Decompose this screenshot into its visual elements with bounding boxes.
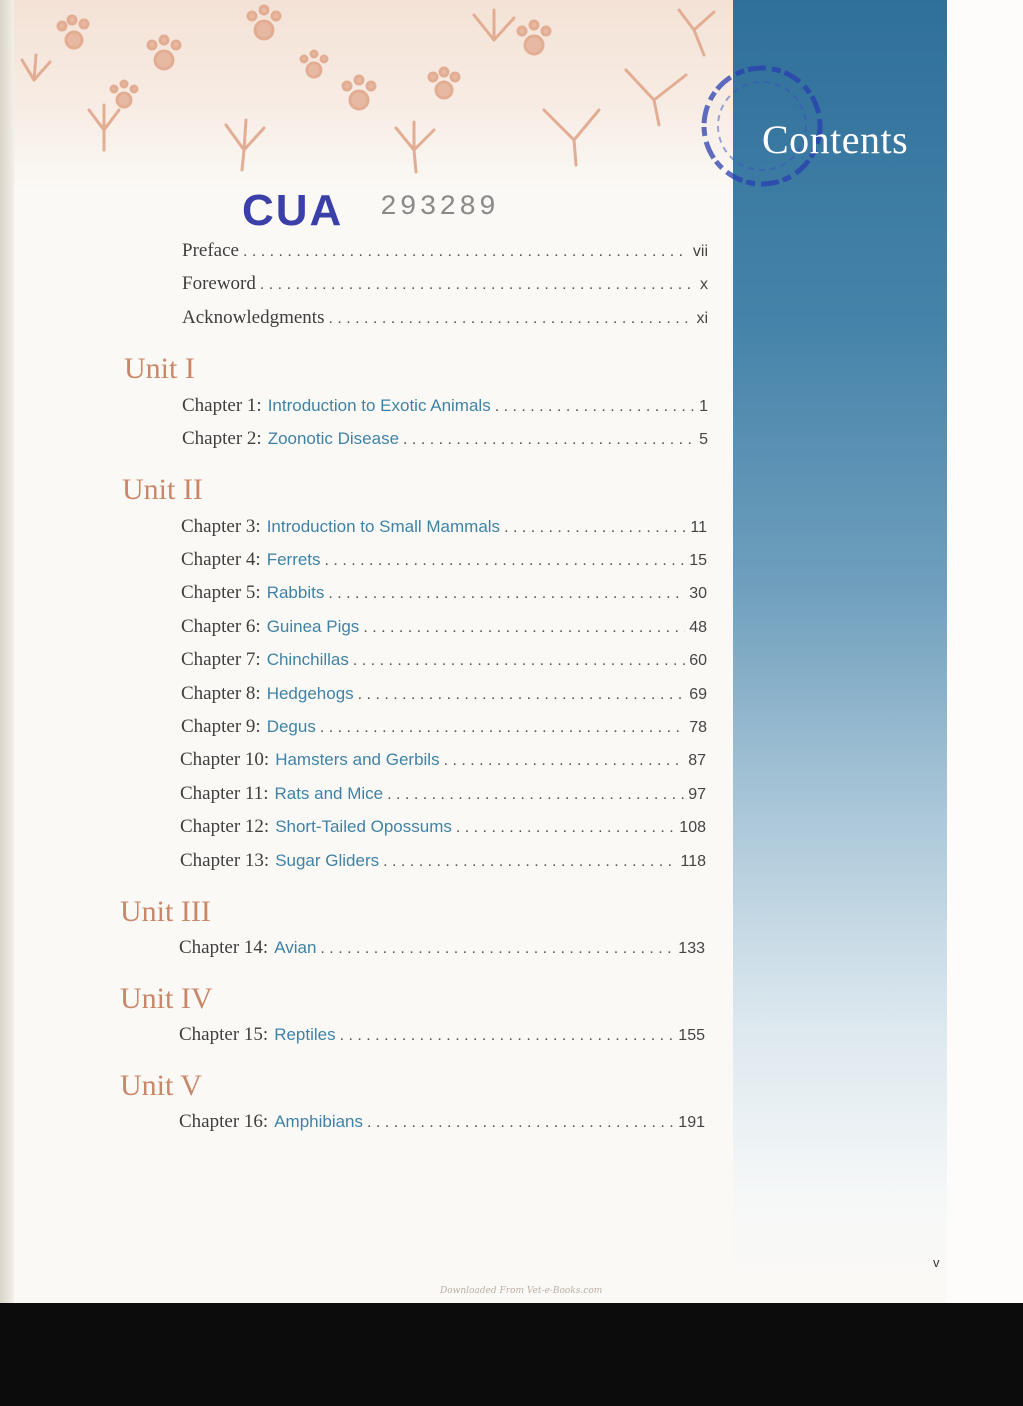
chapter-title: Reptiles: [274, 1025, 336, 1044]
page-gutter: [0, 0, 14, 1303]
toc-page-number: 118: [680, 853, 706, 870]
dot-leader: [328, 585, 685, 603]
toc-page-number: 78: [689, 719, 707, 736]
dot-leader: [403, 431, 695, 449]
chapter-title: Degus: [266, 717, 316, 736]
chapter-title: Avian: [274, 938, 317, 957]
bird-track-icon: [226, 120, 264, 170]
dot-leader: [495, 398, 695, 416]
chapter-number: Chapter 8:: [181, 683, 261, 704]
chapter-number: Chapter 14:: [179, 937, 269, 958]
toc-page-number: 1: [699, 398, 708, 415]
folio-page-number: v: [933, 1255, 940, 1270]
chapter-title: Sugar Gliders: [275, 851, 380, 870]
unit-heading: Unit III: [120, 895, 211, 928]
paw-print-icon: [248, 6, 280, 39]
toc-page-number: xi: [696, 310, 708, 327]
chapter-number: Chapter 15:: [179, 1024, 269, 1045]
chapter-number: Chapter 7:: [181, 649, 261, 670]
animal-footprints-banner: [14, 0, 734, 190]
bird-track-icon: [396, 122, 434, 172]
toc-entry-acknowledgments[interactable]: [182, 307, 708, 335]
footprints-illustration: [14, 0, 734, 190]
bird-track-icon: [22, 55, 50, 80]
page-right-margin: [947, 0, 1023, 1303]
library-stamp-number: 293289: [380, 192, 499, 223]
toc-chapter-entry[interactable]: [181, 582, 707, 610]
dot-leader: [504, 519, 686, 537]
toc-entry-label: Preface: [182, 240, 239, 261]
chapter-title: Introduction to Small Mammals: [266, 517, 501, 536]
toc-page-number: vii: [692, 243, 708, 260]
chapter-title: Ferrets: [266, 550, 321, 569]
dot-leader: [243, 243, 689, 261]
toc-chapter-entry[interactable]: [180, 783, 706, 811]
toc-entry-label: Acknowledgments: [182, 307, 325, 328]
toc-chapter-entry[interactable]: [180, 850, 706, 878]
bird-track-icon: [626, 70, 686, 125]
chapter-number: Chapter 4:: [181, 549, 261, 570]
dot-leader: [367, 1114, 674, 1132]
toc-page-number: 97: [688, 786, 706, 803]
dot-leader: [383, 853, 676, 871]
toc-page-number: 155: [678, 1027, 705, 1044]
toc-chapter-entry[interactable]: [182, 395, 708, 423]
chapter-title: Rats and Mice: [274, 784, 384, 803]
toc-page-number: 191: [678, 1114, 705, 1131]
chapter-number: Chapter 3:: [181, 516, 261, 537]
bird-track-icon: [474, 10, 514, 40]
dot-leader: [328, 310, 692, 328]
download-watermark: Downloaded From Vet-e-Books.com: [440, 1286, 603, 1296]
toc-chapter-entry[interactable]: [181, 516, 707, 544]
chapter-number: Chapter 13:: [180, 850, 270, 871]
paw-print-icon: [58, 16, 88, 48]
chapter-number: Chapter 2:: [182, 428, 262, 449]
toc-chapter-entry[interactable]: [181, 683, 707, 711]
toc-page-number: x: [700, 276, 708, 293]
paw-print-icon: [301, 51, 327, 77]
toc-chapter-entry[interactable]: [181, 616, 707, 644]
dot-leader: [444, 752, 685, 770]
chapter-number: Chapter 11:: [180, 783, 269, 804]
toc-chapter-entry[interactable]: [180, 749, 706, 777]
paw-print-icon: [343, 76, 375, 109]
toc-page-number: 30: [689, 585, 707, 602]
dot-leader: [325, 552, 686, 570]
toc-page-number: 87: [688, 752, 706, 769]
unit-heading: Unit II: [122, 473, 203, 506]
dot-leader: [320, 940, 674, 958]
toc-chapter-entry[interactable]: [179, 1111, 705, 1139]
chapter-title: Rabbits: [266, 583, 325, 602]
unit-heading: Unit I: [124, 352, 195, 385]
paw-print-icon: [429, 68, 459, 98]
chapter-title: Chinchillas: [266, 650, 349, 669]
toc-page-number: 69: [689, 686, 707, 703]
chapter-number: Chapter 12:: [180, 816, 270, 837]
dot-leader: [353, 652, 685, 670]
toc-page-number: 48: [689, 619, 707, 636]
chapter-title: Guinea Pigs: [266, 617, 360, 636]
paw-print-icon: [148, 36, 180, 69]
unit-heading: Unit V: [120, 1069, 202, 1102]
toc-page-number: 60: [689, 652, 707, 669]
chapter-number: Chapter 9:: [181, 716, 261, 737]
chapter-title: Hamsters and Gerbils: [275, 750, 440, 769]
dot-leader: [340, 1027, 675, 1045]
chapter-title: Hedgehogs: [266, 684, 354, 703]
toc-page-number: 15: [689, 552, 707, 569]
toc-entry-label: Foreword: [182, 273, 256, 294]
chapter-title: Short-Tailed Opossums: [275, 817, 452, 836]
dot-leader: [260, 276, 696, 294]
toc-page-number: 133: [678, 940, 705, 957]
bird-track-icon: [544, 110, 599, 165]
chapter-number: Chapter 6:: [181, 616, 261, 637]
toc-chapter-entry[interactable]: [181, 649, 707, 677]
dot-leader: [363, 619, 685, 637]
chapter-title: Introduction to Exotic Animals: [267, 396, 491, 415]
toc-chapter-entry[interactable]: [181, 549, 707, 577]
dot-leader: [320, 719, 685, 737]
unit-heading: Unit IV: [120, 982, 213, 1015]
chapter-number: Chapter 10:: [180, 749, 270, 770]
toc-chapter-entry[interactable]: [179, 937, 705, 965]
chapter-number: Chapter 5:: [181, 582, 261, 603]
toc-page-number: 108: [679, 819, 706, 836]
bird-track-icon: [89, 105, 119, 150]
toc-chapter-entry[interactable]: [179, 1024, 705, 1052]
chapter-title: Amphibians: [274, 1112, 364, 1131]
toc-entry-foreword[interactable]: [182, 273, 708, 301]
chapter-title: Zoonotic Disease: [267, 429, 400, 448]
toc-chapter-entry[interactable]: [180, 816, 706, 844]
paw-print-icon: [518, 21, 550, 54]
chapter-number: Chapter 16:: [179, 1111, 269, 1132]
toc-entry-preface[interactable]: [182, 240, 708, 268]
toc-page-number: 11: [690, 519, 707, 536]
scan-background: [0, 1303, 1023, 1406]
dot-leader: [358, 686, 686, 704]
dot-leader: [387, 786, 684, 804]
toc-page-number: 5: [699, 431, 708, 448]
paw-print-icon: [111, 81, 137, 107]
chapter-number: Chapter 1:: [182, 395, 262, 416]
page-title: Contents: [762, 117, 909, 162]
toc-chapter-entry[interactable]: [181, 716, 707, 744]
dot-leader: [456, 819, 675, 837]
toc-chapter-entry[interactable]: [182, 428, 708, 456]
library-stamp-code: CUA: [242, 186, 344, 235]
